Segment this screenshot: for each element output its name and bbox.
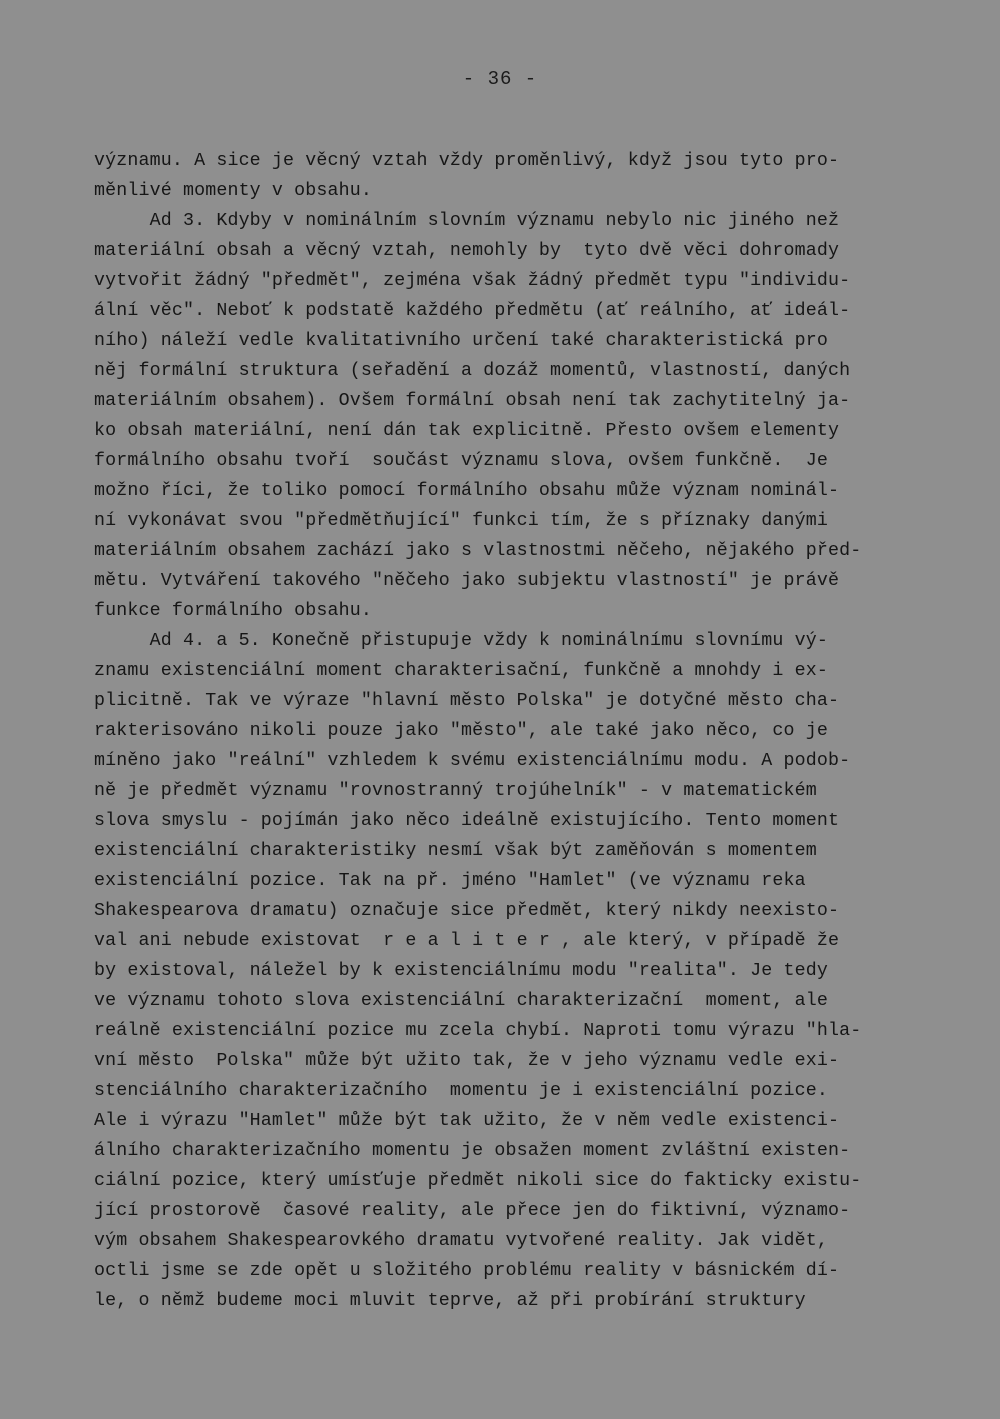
- text-line: stenciálního charakterizačního momentu je i existenciální pozice.: [94, 1081, 828, 1101]
- text-line: ální věc". Neboť k podstatě každého předmětu (ať reálního, ať ideál-: [94, 301, 851, 321]
- text-line: plicitně. Tak ve výraze "hlavní město Polska" je dotyčné město cha-: [94, 691, 840, 711]
- text-line: vytvořit žádný "předmět", zejména však žádný předmět typu "individu-: [94, 271, 851, 291]
- text-line: vní město Polska" může být užito tak, že v jeho významu vedle exi-: [94, 1051, 840, 1071]
- text-line: vým obsahem Shakespearovkého dramatu vytvořené reality. Jak vidět,: [94, 1231, 828, 1251]
- text-line: významu. A sice je věcný vztah vždy proměnlivý, když jsou tyto pro-: [94, 151, 840, 171]
- text-line: ní vykonávat svou "předmětňující" funkci tím, že s příznaky danými: [94, 511, 828, 531]
- text-line: Ad 4. a 5. Konečně přistupuje vždy k nominálnímu slovnímu vý-: [94, 631, 828, 651]
- text-line: Shakespearova dramatu) označuje sice předmět, který nikdy neexisto-: [94, 901, 840, 921]
- text-line: ve významu tohoto slova existenciální charakterizační moment, ale: [94, 991, 828, 1011]
- text-line: materiální obsah a věcný vztah, nemohly by tyto dvě věci dohromady: [94, 241, 840, 261]
- text-line: existenciální charakteristiky nesmí však být zaměňován s momentem: [94, 841, 817, 861]
- text-line: ního) náleží vedle kvalitativního určení také charakteristická pro: [94, 331, 828, 351]
- text-line: míněno jako "reální" vzhledem k svému existenciálnímu modu. A podob-: [94, 751, 851, 771]
- text-line: Ale i výrazu "Hamlet" může být tak užito, že v něm vedle existenci-: [94, 1111, 840, 1131]
- text-line: existenciální pozice. Tak na př. jméno "Hamlet" (ve významu reka: [94, 871, 806, 891]
- text-line: by existoval, náležel by k existenciálnímu modu "realita". Je tedy: [94, 961, 828, 981]
- text-line: reálně existenciální pozice mu zcela chybí. Naproti tomu výrazu "hla-: [94, 1021, 862, 1041]
- body-text: [94, 146, 914, 1316]
- text-line: jící prostorově časové reality, ale přece jen do fiktivní, významo-: [94, 1201, 851, 1221]
- text-line: Ad 3. Kdyby v nominálním slovním významu nebylo nic jiného než: [94, 211, 840, 231]
- text-line: álního charakterizačního momentu je obsažen moment zvláštní existen-: [94, 1141, 851, 1161]
- text-line: ně je předmět významu "rovnostranný trojúhelník" - v matematickém: [94, 781, 817, 801]
- text-line: octli jsme se zde opět u složitého problému reality v básnickém dí-: [94, 1261, 840, 1281]
- text-line: ko obsah materiální, není dán tak explicitně. Přesto ovšem elementy: [94, 421, 840, 441]
- text-line: něj formální struktura (seřadění a dozáž momentů, vlastností, daných: [94, 361, 851, 381]
- text-line: val ani nebude existovat r e a l i t e r , ale který, v případě že: [94, 931, 840, 951]
- text-line: měnlivé momenty v obsahu.: [94, 181, 373, 201]
- text-line: funkce formálního obsahu.: [94, 601, 373, 621]
- text-line: možno říci, že toliko pomocí formálního obsahu může význam nominál-: [94, 481, 840, 501]
- text-line: rakterisováno nikoli pouze jako "město", ale také jako něco, co je: [94, 721, 828, 741]
- text-line: znamu existenciální moment charakterisační, funkčně a mnohdy i ex-: [94, 661, 828, 681]
- text-line: materiálním obsahem zachází jako s vlastnostmi něčeho, nějakého před-: [94, 541, 862, 561]
- text-line: slova smyslu - pojímán jako něco ideálně existujícího. Tento moment: [94, 811, 840, 831]
- text-line: materiálním obsahem). Ovšem formální obsah není tak zachytitelný ja-: [94, 391, 851, 411]
- text-line: formálního obsahu tvoří součást významu slova, ovšem funkčně. Je: [94, 451, 828, 471]
- page-number: - 36 -: [462, 68, 538, 90]
- text-line: mětu. Vytváření takového "něčeho jako subjektu vlastností" je právě: [94, 571, 840, 591]
- text-line: ciální pozice, který umísťuje předmět nikoli sice do fakticky existu-: [94, 1171, 862, 1191]
- text-line: le, o němž budeme moci mluvit teprve, až při probírání struktury: [94, 1291, 806, 1311]
